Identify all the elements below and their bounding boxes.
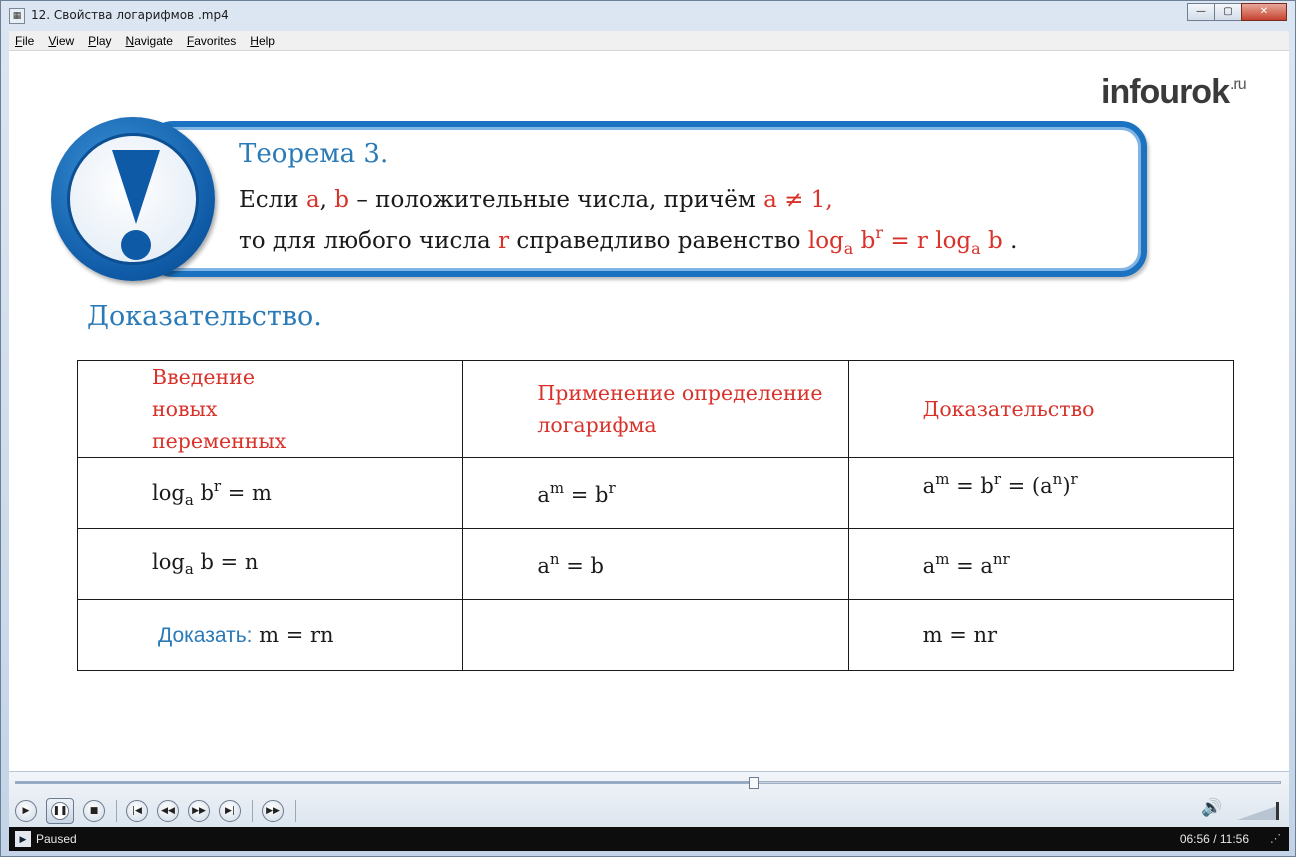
window-title: 12. Свойства логарифмов .mp4: [31, 8, 229, 22]
resize-grip-icon[interactable]: ⋰: [1270, 833, 1281, 845]
row1-col2-cell: $a^m = b^r$: [463, 458, 848, 529]
theorem-formula: $\log_a b^r = r$ $\log_a b$: [807, 223, 1003, 258]
menu-help[interactable]: Help: [250, 33, 275, 48]
theorem-line-1: Если a, b – положительные числа, причём a ≠ 1,: [239, 187, 833, 213]
row1-col1-cell: $\log_a b^r = m$: [78, 458, 463, 529]
stop-button[interactable]: ■: [83, 800, 105, 822]
row3-col3-cell: m = nr: [848, 600, 1233, 671]
menu-file[interactable]: File: [15, 33, 35, 48]
app-icon[interactable]: ▦: [9, 8, 25, 24]
playback-time: 06:56 / 11:56: [1179, 832, 1249, 846]
header-new-variables: Введение новых переменных: [78, 361, 463, 458]
rewind-button[interactable]: ◀◀: [157, 800, 179, 822]
seek-bar[interactable]: [15, 781, 1281, 784]
close-button[interactable]: ✕: [1241, 3, 1287, 21]
status-bar: [9, 827, 1289, 851]
header-proof: Доказательство: [848, 361, 1233, 458]
theorem-title: Теорема 3.: [239, 139, 389, 169]
frame-step-button[interactable]: ▶▶: [262, 800, 284, 822]
proof-heading: Доказательство.: [87, 301, 322, 332]
title-bar[interactable]: [1, 1, 1295, 31]
transport-buttons: [15, 798, 305, 824]
menu-play[interactable]: Play: [88, 33, 112, 48]
video-frame[interactable]: [9, 51, 1289, 771]
exclamation-icon: [51, 117, 215, 281]
minimize-button[interactable]: —: [1187, 3, 1215, 21]
row1-col3-cell: $a^m = b^r = (a^n)^r$: [848, 458, 1233, 529]
volume-icon[interactable]: 🔊: [1201, 798, 1223, 818]
menu-favorites[interactable]: Favorites: [186, 33, 237, 48]
row2-col3-cell: $a^m = a^{nr}$: [848, 529, 1233, 600]
row3-col1-cell: Доказать: m = rn: [78, 600, 463, 671]
previous-button[interactable]: |◀: [126, 800, 148, 822]
seek-thumb[interactable]: [749, 777, 759, 789]
table-row: [78, 529, 1234, 600]
header-apply-definition: Применение определение логарифма: [463, 361, 848, 458]
infourok-logo: infourok$^{.ru}$: [1101, 73, 1246, 111]
fast-forward-button[interactable]: ▶▶: [188, 800, 210, 822]
proof-table: [77, 360, 1234, 671]
volume-slider[interactable]: [1237, 802, 1281, 820]
row2-col1-cell: $\log_a b = n$: [78, 529, 463, 600]
table-row: [78, 600, 1234, 671]
menu-view[interactable]: View: [48, 33, 75, 48]
maximize-button[interactable]: ▢: [1214, 3, 1242, 21]
theorem-line-2: то для любого числа r справедливо равенство $\log_a b^r = r$ $\log_a b$ .: [239, 223, 1018, 258]
menu-bar: [9, 31, 1289, 51]
window-controls: [1187, 3, 1287, 21]
pause-button[interactable]: ❚❚: [46, 798, 74, 824]
row3-col2-cell: [463, 600, 848, 671]
player-controls: [9, 771, 1289, 827]
next-button[interactable]: ▶|: [219, 800, 241, 822]
table-row: [78, 458, 1234, 529]
menu-navigate[interactable]: Navigate: [125, 33, 173, 48]
playback-status: Paused: [36, 832, 77, 846]
table-header-row: [78, 361, 1234, 458]
status-icon: ▶: [15, 831, 31, 847]
play-button[interactable]: ▶: [15, 800, 37, 822]
row2-col2-cell: $a^n = b$: [463, 529, 848, 600]
